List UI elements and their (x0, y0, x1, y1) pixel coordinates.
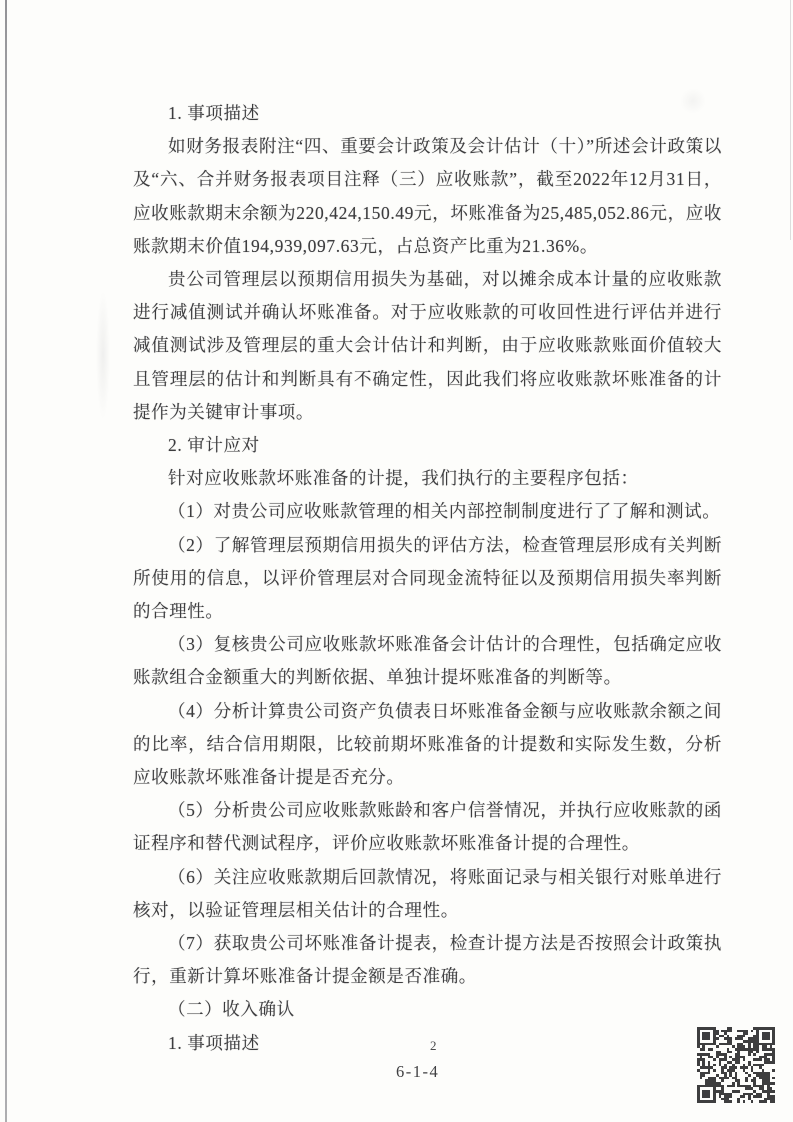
page-number: 2 (430, 1038, 438, 1053)
list-item-procedure-5: （5）分析贵公司应收账款账龄和客户信誉情况，并执行应收账款的函证程序和替代测试程序，评价应收账款坏账准备计提的合理性。 (133, 800, 722, 854)
list-item-procedure-4: （4）分析计算贵公司资产负债表日坏账准备金额与应收账款余额之间的比率，结合信用期限，比较前期坏账准备的计提数和实际发生数，分析应收账款坏账准备计提是否充分。 (133, 700, 722, 788)
list-item-procedure-6: （6）关注应收账款期后回款情况，将账面记录与相关银行对账单进行核对，以验证管理层相关估计的合理性。 (133, 866, 722, 920)
scan-edge-artifact-left (5, 0, 7, 1122)
heading-item-description: 1. 事项描述 (168, 103, 260, 123)
heading-item-description-2: 1. 事项描述 (168, 1032, 260, 1053)
scan-edge-artifact-right (790, 0, 791, 240)
page-code: 6-1-4 (396, 1062, 440, 1081)
qr-code-icon (697, 1027, 775, 1103)
para-ar-balance-figures: 如财务报表附注“四、重要会计政策及会计估计（十）”所述会计政策以及“六、合并财务报表项目注释（三）应收账款”，截至2022年12月31日，应收账款期末余额为220,424,150.49元，坏账准备为25,485,052.86元，应收账款期末价值194,939,097.63元，占总资产比重为21.36%。 (133, 136, 722, 256)
heading-revenue-recognition: （二）收入确认 (168, 999, 295, 1020)
para-management-estimates: 贵公司管理层以预期信用损失为基础，对以摊余成本计量的应收账款进行减值测试并确认坏账准备。对于应收账款的可收回性进行评估并进行减值测试涉及管理层的重大会计估计和判断，由于应收账款账面价值较大且管理层的估计和判断具有不确定性，因此我们将应收账款坏账准备的计提作为关键审计事项。 (133, 269, 722, 422)
list-item-procedure-2: （2）了解管理层预期信用损失的评估方法，检查管理层形成有关判断所使用的信息，以评价管理层对合同现金流特征以及预期信用损失率判断的合理性。 (133, 534, 722, 622)
heading-audit-response: 2. 审计应对 (168, 435, 260, 456)
list-item-procedure-3: （3）复核贵公司应收账款坏账准备会计估计的合理性，包括确定应收账款组合金额重大的判断依据、单独计提坏账准备的判断等。 (133, 634, 722, 688)
list-item-procedure-7: （7）获取贵公司坏账准备计提表，检查计提方法是否按照会计政策执行，重新计算坏账准备计提金额是否准确。 (133, 933, 722, 987)
scan-smudge (96, 290, 110, 420)
list-item-procedure-1: （1）对贵公司应收账款管理的相关内部控制制度进行了了解和测试。 (168, 501, 721, 522)
para-procedures-intro: 针对应收账款坏账准备的计提，我们执行的主要程序包括： (168, 468, 639, 489)
document-body (133, 97, 722, 1060)
qr-code-stamp (697, 1027, 775, 1103)
